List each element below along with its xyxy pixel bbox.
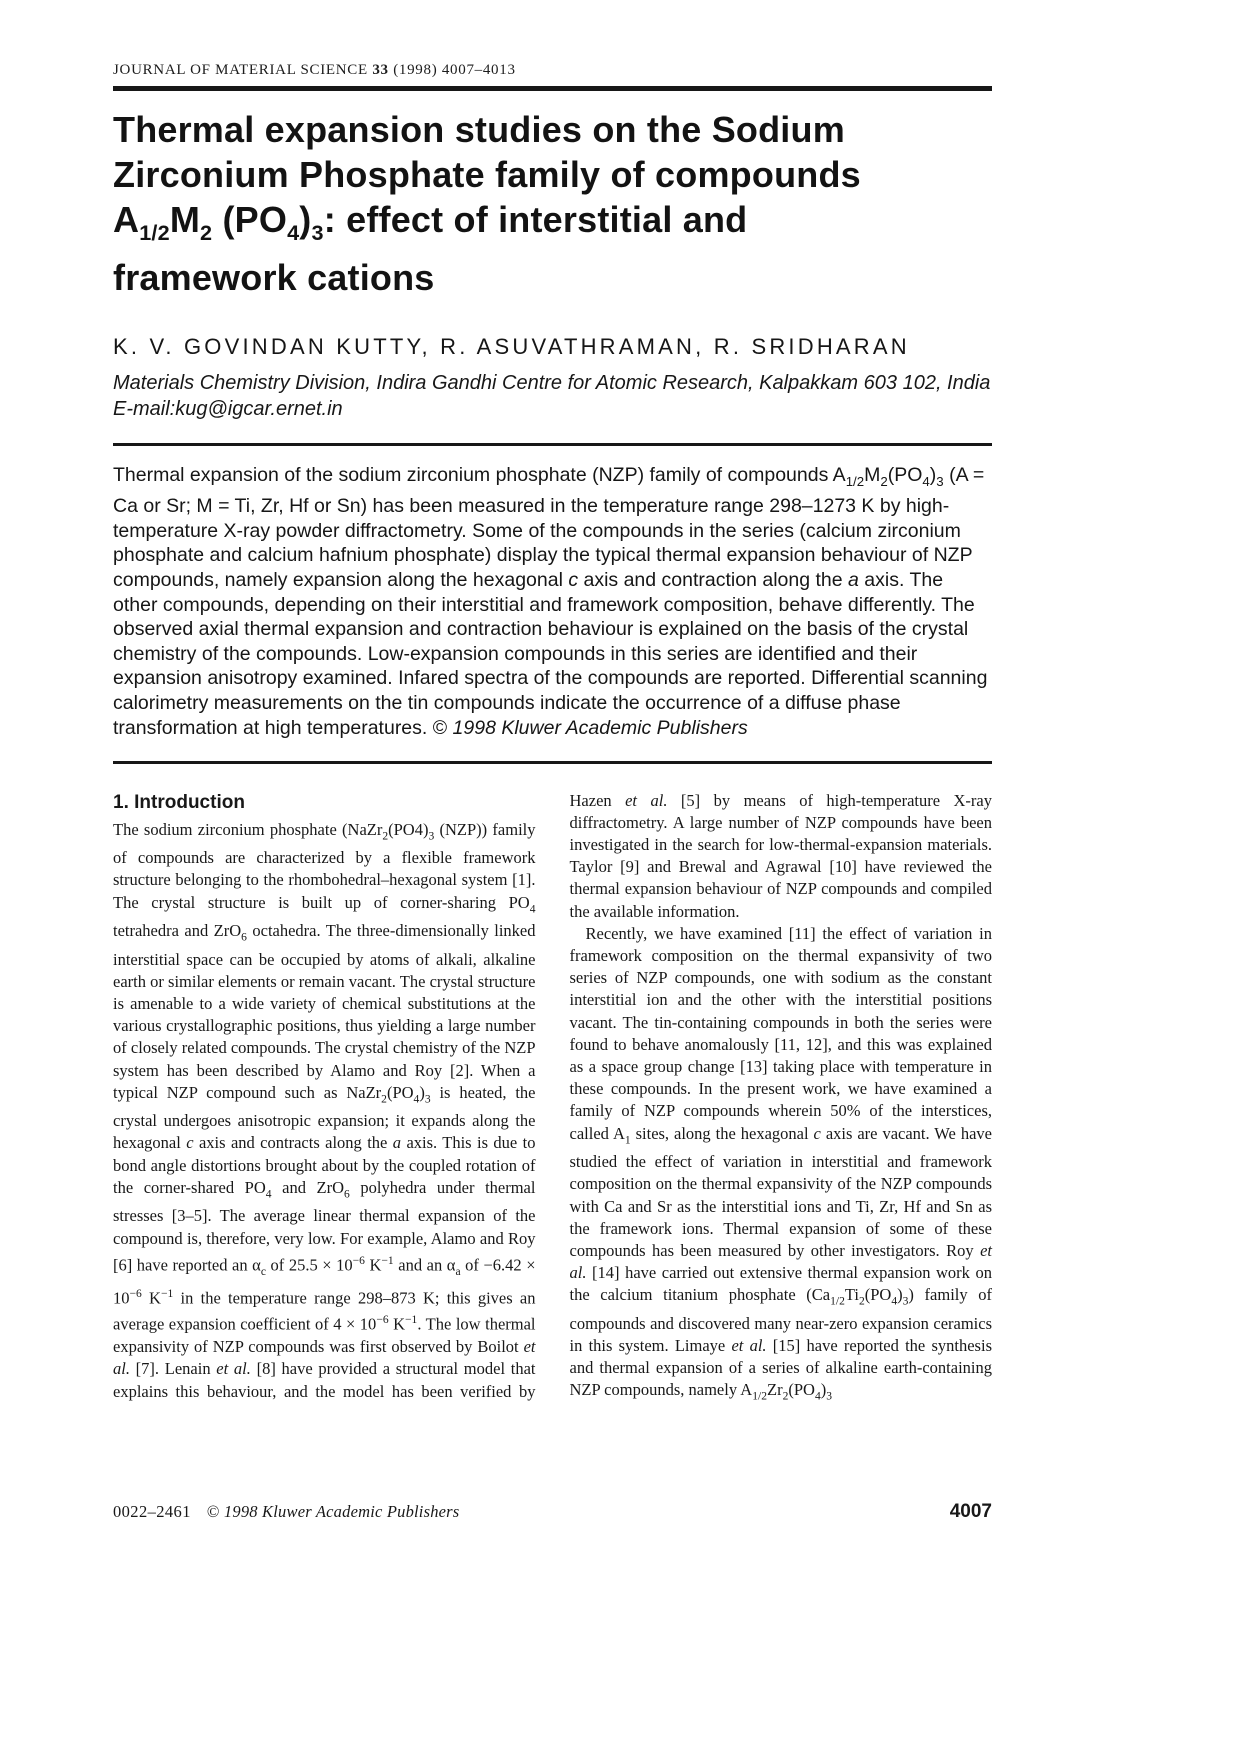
page-number: 4007 — [949, 1501, 992, 1522]
introduction-paragraph-1: The sodium zirconium phosphate ($NaZr_2(PO4)_3$ (NZP)) family of compounds are characterized by a flexible framework structure belonging to the rhombohedral–hexagonal system [1]. The crystal structure is built up of corner-sharing $PO_4$ tetrahedra and ZrO$_6$ octahedra. The three-dimensionally linked interstitial space can be occupied by atoms of alkali, alkaline earth or similar elements or remain vacant. The crystal structure is amenable to a wide variety of chemical substitutions at the various crystallographic positions, thus yielding a large number of closely related compounds. The crystal chemistry of the NZP system has been described by Alamo and Roy [2]. When a typical NZP compound such as $NaZr_2(PO_4)_3$ is heated, the crystal undergoes anisotropic expansion; it expands along the hexagonal c axis and contracts along the a axis. This is due to bond angle distortions brought about by the coupled rotation of the corner-shared $PO_4$ and ZrO$_6$ polyhedra under thermal stresses [3–5]. The average linear thermal expansion of the compound is, therefore, very low. For example, Alamo and Roy [6] have reported an $\alpha_c$ of $25.5 \times 10^{-6}$ $K^{-1}$ and an $\alpha_a$ of $-6.42 \times 10^{-6}$ $K^{-1}$ in the temperature range 298–873 K; this gives an average expansion coefficient of $4 \times 10^{-6}$ $K^{-1}$. The low thermal expansivity of NZP compounds was first observed by Boilot et al. [7]. Lenain et al. [8] have provided a structural model that explains this behaviour, and the model has been verified by Hazen et al. [5] by means of high-temperature X-ray diffractometry. A large number of NZP compounds have been investigated in the search for low-thermal-expansion materials. Taylor [9] and Brewal and Agrawal [10] have reviewed the thermal expansion behaviour of NZP compounds and compiled the available information. — [113, 790, 992, 1401]
footer-imprint — [113, 1502, 459, 1522]
abstract-top-rule — [113, 443, 992, 446]
introduction-section — [113, 790, 992, 1408]
email-line: E-mail:kug@igcar.ernet.in — [113, 398, 343, 421]
page-content — [113, 0, 992, 1408]
introduction-paragraph-2: Recently, we have examined [11] the effect of variation in framework composition on the thermal expansivity of two series of NZP compounds, one with sodium as the constant interstitial ion and the other with the interstitial positions vacant. The tin-containing compounds in both the series were found to behave anomalously [11, 12], and this was explained as a space group change [13] taking place with temperature in these compounds. In the present work, we have examined a family of NZP compounds wherein 50% of the interstices, called $A_1$ sites, along the hexagonal c axis are vacant. We have studied the effect of variation in interstitial and framework composition on the thermal expansivity of the NZP compounds with Ca and Sr as the interstitial ions and Ti, Zr, Hf and Sn as the framework ions. Thermal expansion of some of these compounds has been measured by other investigators. Roy et al. [14] have carried out extensive thermal expansion work on the calcium titanium phosphate $(Ca_{1/2}Ti_2(PO_4)_3)$ family of compounds and discovered many near-zero expansion ceramics in this system. Limaye et al. [15] have reported the synthesis and thermal expansion of a series of alkaline earth-containing NZP compounds, namely $A_{1/2}Zr_2(PO_4)_3$ — [569, 923, 992, 1403]
page-footer — [113, 1501, 992, 1523]
introduction-heading: 1. Introduction — [113, 791, 245, 813]
journal-header-line: JOURNAL OF MATERIAL SCIENCE 33 (1998) 4007–4013 — [113, 62, 516, 78]
copyright-notice: © 1998 Kluwer Academic Publishers — [206, 1502, 460, 1521]
title-line-1: Thermal expansion studies on the Sodium — [113, 109, 845, 150]
authors-line: K. V. GOVINDAN KUTTY, R. ASUVATHRAMAN, R. SRIDHARAN — [113, 334, 910, 360]
title-line-3: $A_{1/2}M_2$ $(PO_4)_3$: effect of interstitial and — [113, 199, 748, 246]
header-rule — [113, 86, 992, 91]
abstract-bottom-rule — [113, 761, 992, 764]
affiliation-line: Materials Chemistry Division, Indira Gandhi Centre for Atomic Research, Kalpakkam 603 102, India — [113, 372, 991, 395]
paper-title — [113, 107, 992, 300]
abstract-text: Thermal expansion of the sodium zirconium phosphate (NZP) family of compounds $A_{1/2}M_2(PO_4)_3$ (A = Ca or Sr; M = Ti, Zr, Hf or Sn) has been measured in the temperature range 298–1273 K by high-temperature X-ray powder diffractometry. Some of the compounds in the series (calcium zirconium phosphate and calcium hafnium phosphate) display the typical thermal expansion behaviour of NZP compounds, namely expansion along the hexagonal c axis and contraction along the a axis. The other compounds, depending on their interstitial and framework composition, behave differently. The observed axial thermal expansion and contraction behaviour is explained on the basis of the crystal chemistry of the compounds. Low-expansion compounds in this series are identified and their expansion anisotropy examined. Infared spectra of the compounds are reported. Differential scanning calorimetry measurements on the tin compounds indicate the occurrence of a diffuse phase transformation at high temperatures. © 1998 Kluwer Academic Publishers — [113, 463, 988, 739]
title-line-2: Zirconium Phosphate family of compounds — [113, 154, 861, 195]
title-line-4: framework cations — [113, 257, 435, 299]
issn-number: 0022–2461 — [113, 1502, 191, 1521]
